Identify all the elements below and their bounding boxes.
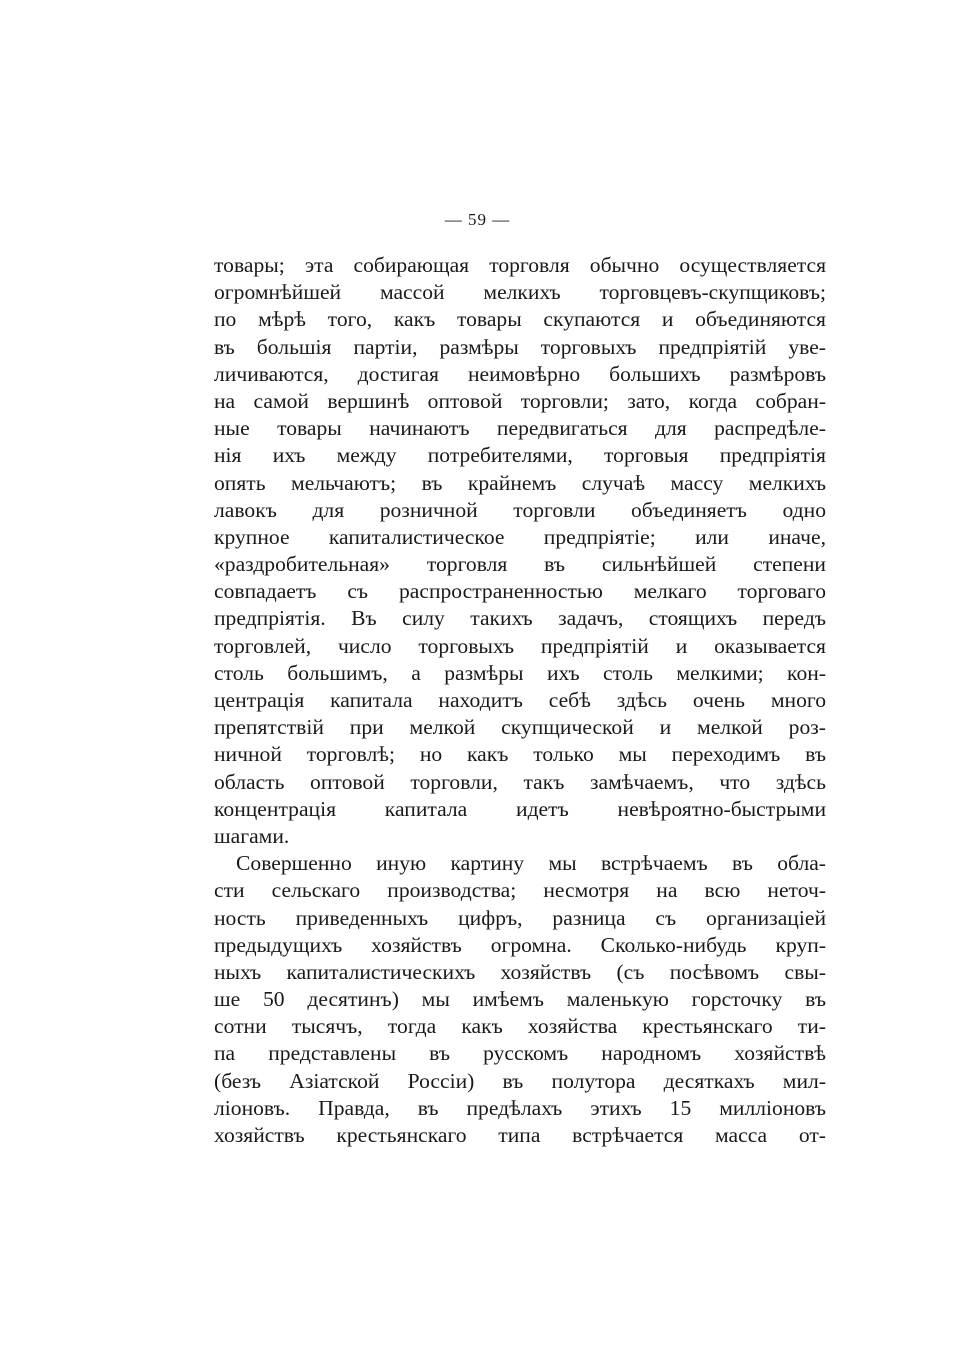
text-line: огромнѣйшей массой мелкихъ торговцевъ-скупщиковъ; xyxy=(214,280,826,305)
text-line: въ большія партіи, размѣры торговыхъ предпріятій уве- xyxy=(214,334,826,359)
text-line: ныхъ капиталистическихъ хозяйствъ (съ посѣвомъ свы- xyxy=(214,959,826,984)
text-line: предыдущихъ хозяйствъ огромна. Сколько-нибудь круп- xyxy=(214,932,826,957)
text-line: концентрація капитала идетъ невѣроятно-быстрыми xyxy=(214,796,826,821)
text-line: по мѣрѣ того, какъ товары скупаются и объединяются xyxy=(214,307,826,332)
page-number: — 59 — xyxy=(444,210,511,229)
paragraph xyxy=(214,850,826,1149)
paragraph xyxy=(214,252,826,850)
text-line: ліоновъ. Правда, въ предѣлахъ этихъ 15 милліоновъ xyxy=(214,1095,826,1120)
text-line: совпадаетъ съ распространенностью мелкаго торговаго xyxy=(214,579,826,604)
text-line: торговлей, число торговыхъ предпріятій и оказывается xyxy=(214,633,826,658)
body-text xyxy=(214,252,826,1149)
text-line: хозяйствъ крестьянскаго типа встрѣчается масса от- xyxy=(214,1123,826,1147)
text-line: «раздробительная» торговля въ сильнѣйшей степени xyxy=(214,552,826,577)
text-line: па представлены въ русскомъ народномъ хозяйствѣ xyxy=(214,1041,826,1066)
text-line: предпріятія. Въ силу такихъ задачъ, стоящихъ передъ xyxy=(214,606,826,631)
text-line: сти сельскаго производства; несмотря на всю неточ- xyxy=(214,878,826,903)
text-line: (безъ Азіатской Россіи) въ полутора десяткахъ мил- xyxy=(214,1068,826,1093)
text-line: шагами. xyxy=(214,823,290,848)
text-line: личиваются, достигая неимовѣрно большихъ размѣровъ xyxy=(214,361,826,386)
text-line: область оптовой торговли, такъ замѣчаемъ, что здѣсь xyxy=(214,769,826,794)
text-line: на самой вершинѣ оптовой торговли; зато, когда собран- xyxy=(214,388,826,413)
text-line: столь большимъ, а размѣры ихъ столь мелкими; кон- xyxy=(214,660,826,685)
text-line: ше 50 десятинъ) мы имѣемъ маленькую горсточку въ xyxy=(214,987,826,1012)
text-line: крупное капиталистическое предпріятіе; или иначе, xyxy=(214,524,826,549)
text-line: ность приведенныхъ цифръ, разница съ организаціей xyxy=(214,905,826,930)
text-line: ничной торговлѣ; но какъ только мы переходимъ въ xyxy=(214,742,826,767)
text-line: центрація капитала находитъ себѣ здѣсь очень много xyxy=(214,688,826,712)
text-line: сотни тысячъ, тогда какъ хозяйства крестьянскаго ти- xyxy=(214,1014,826,1039)
text-line: нія ихъ между потребителями, торговыя предпріятія xyxy=(214,443,826,468)
text-line: ные товары начинаютъ передвигаться для распредѣле- xyxy=(214,416,826,441)
text-line: опять мельчаютъ; въ крайнемъ случаѣ массу мелкихъ xyxy=(214,470,826,495)
text-line: Совершенно иную картину мы встрѣчаемъ въ обла- xyxy=(236,851,826,876)
text-line: лавокъ для розничной торговли объединяетъ одно xyxy=(214,497,826,522)
text-line: товары; эта собирающая торговля обычно осуществляется xyxy=(214,253,826,277)
text-line: препятствій при мелкой скупщической и мелкой роз- xyxy=(214,715,826,740)
